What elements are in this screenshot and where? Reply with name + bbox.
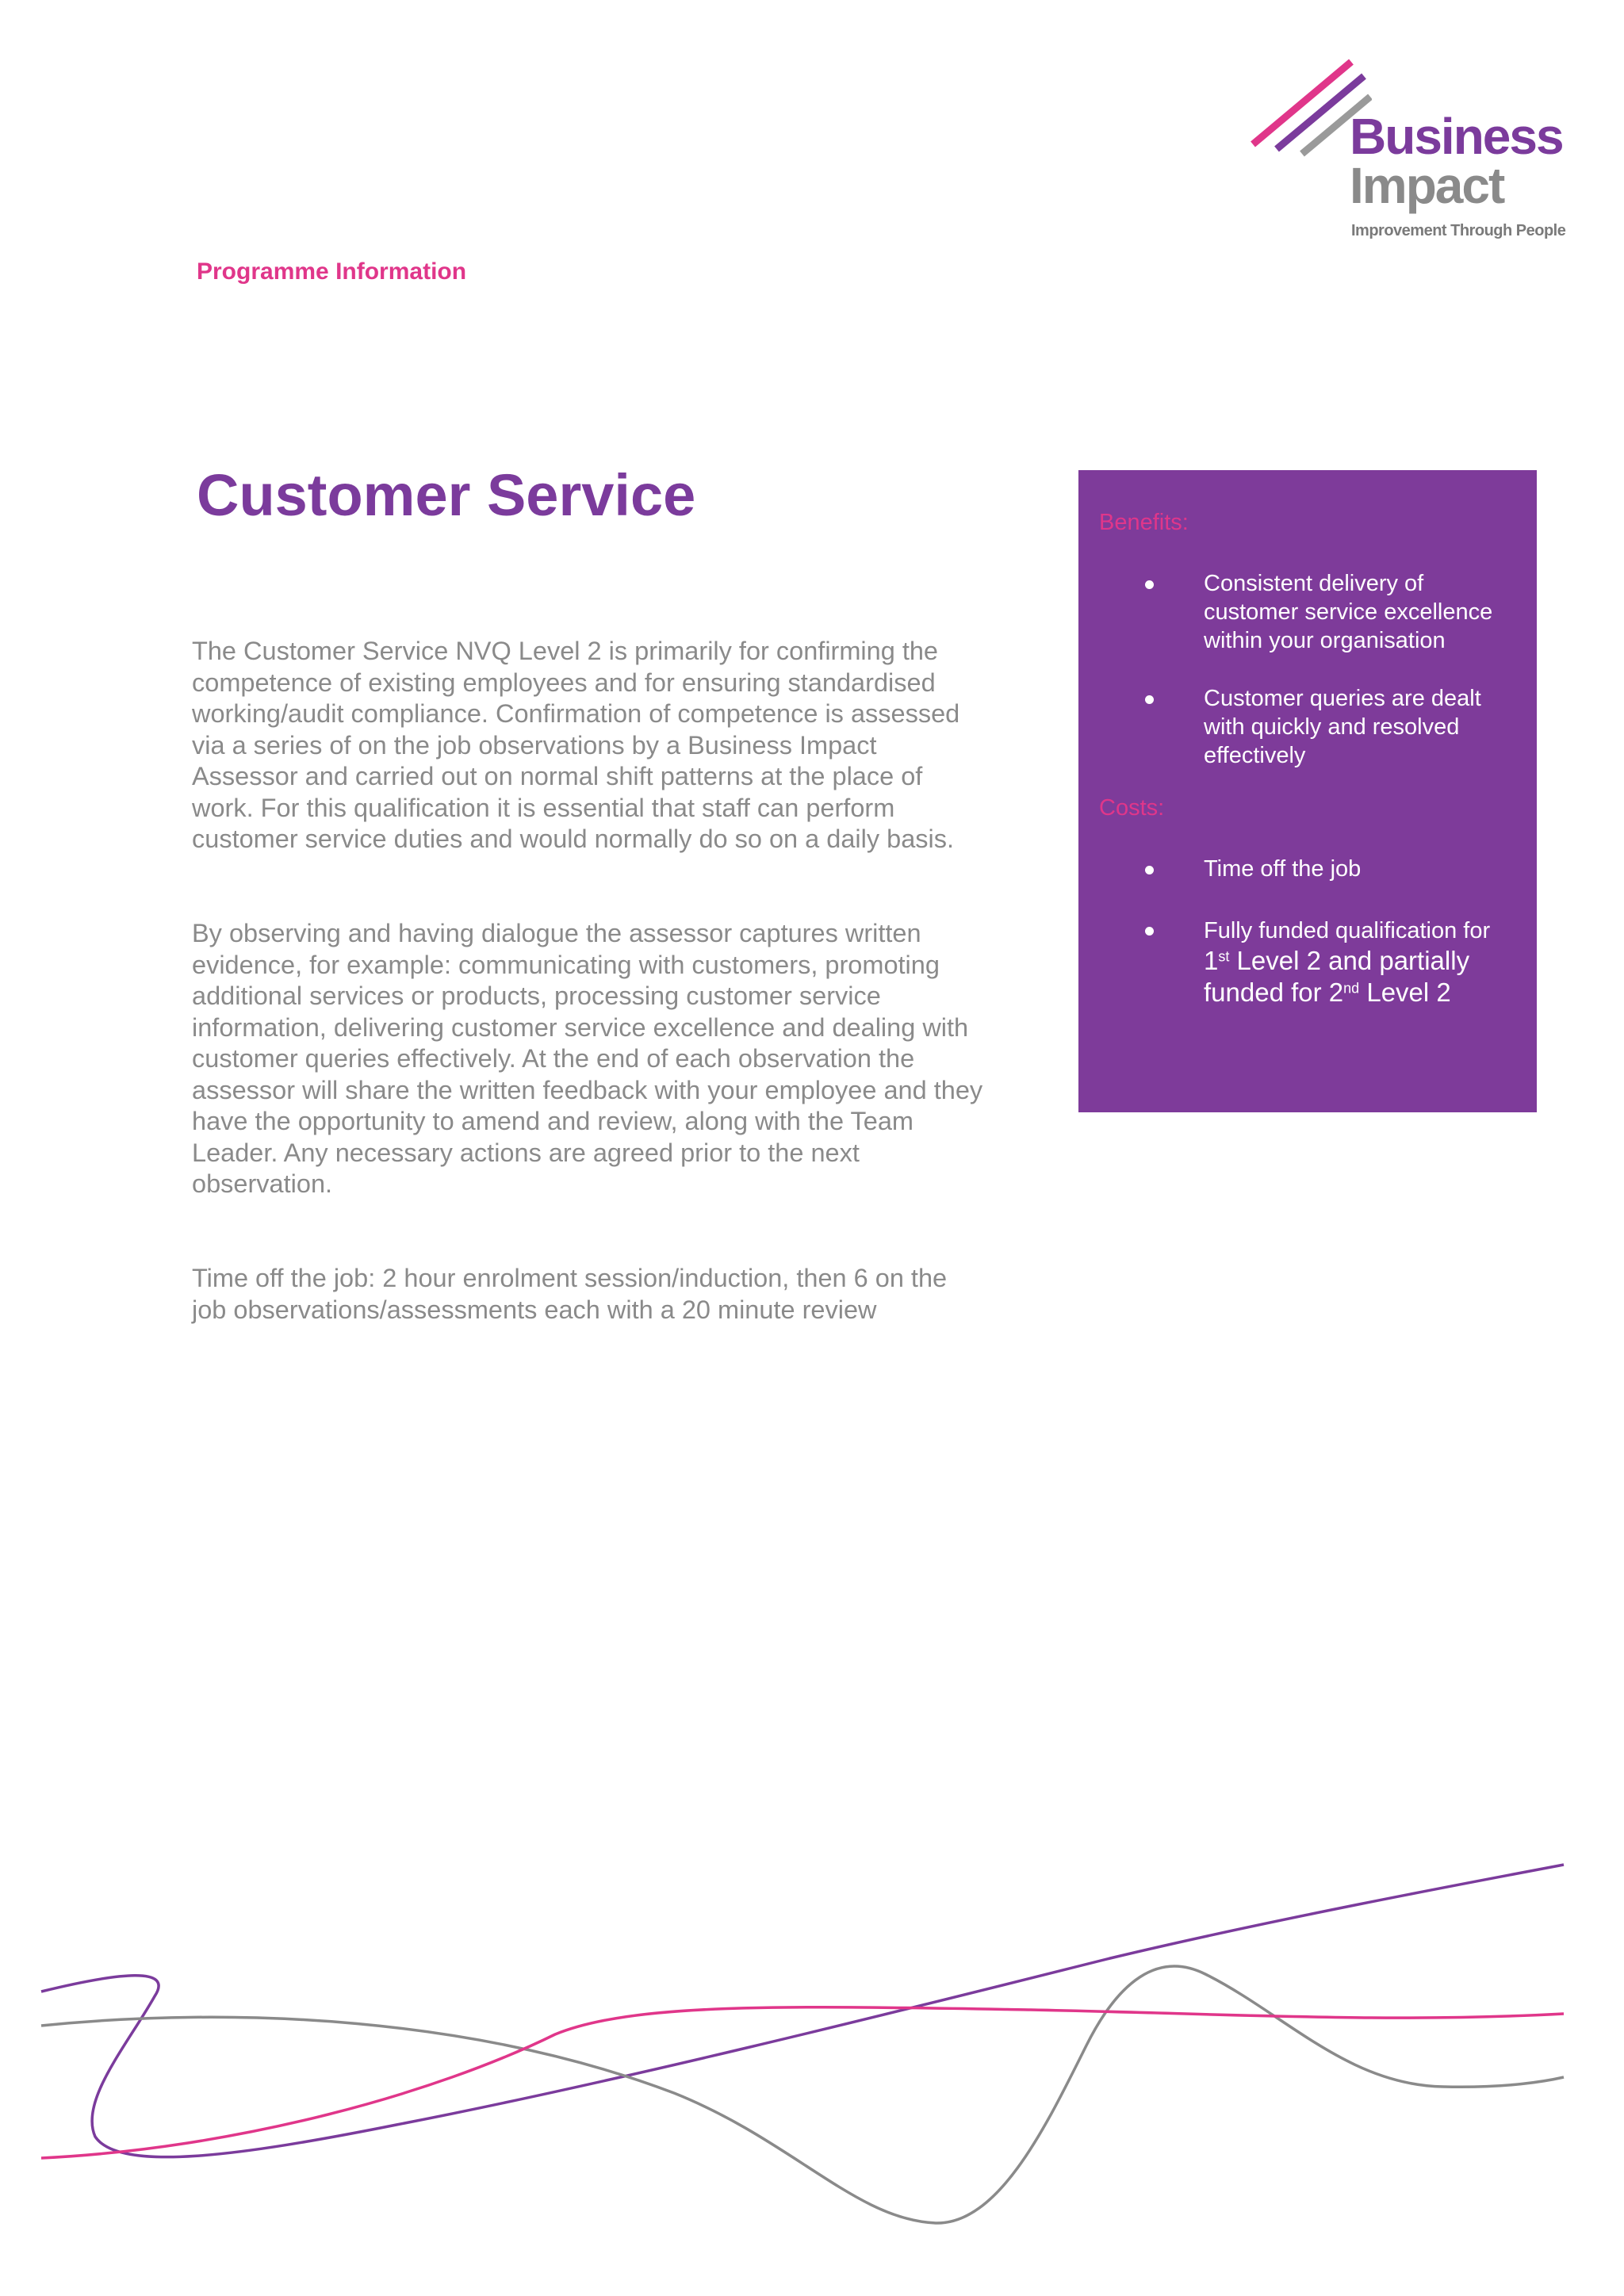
- bullet-icon: [1145, 866, 1154, 874]
- benefit-text: Customer queries are dealt with quickly and resolved effectively: [1204, 686, 1481, 768]
- cost-text: Time off the job: [1204, 856, 1362, 882]
- assessment-paragraph: By observing and having dialogue the assessor captures written evidence, for example: communicating with customers, promoting additional services or products, processing customer service information, delivering customer service excellence and dealing with customer queries effectively. At the end of each observation the assessor will share the written feedback with your employee and they have the opportunity to amend and review, along with the Team Leader. Any necessary actions are agreed prior to the next observation.: [192, 919, 983, 1198]
- funding-part-3: Level 2: [1359, 978, 1451, 1007]
- bullet-icon: [1145, 695, 1154, 704]
- benefits-heading: Benefits:: [1099, 510, 1189, 535]
- funding-ordinal-1: 1: [1204, 946, 1219, 975]
- benefit-text: Consistent delivery of customer service excellence within your organisation: [1204, 571, 1493, 653]
- logo-tagline: Improvement Through People: [1351, 222, 1566, 239]
- decorative-waves: [0, 1855, 1624, 2267]
- logo-word-impact: Impact: [1350, 157, 1504, 214]
- page-title: Customer Service: [197, 462, 696, 528]
- funding-text: [1204, 916, 1521, 1009]
- funding-part-2: Level 2 and partially funded for 2: [1204, 946, 1470, 1007]
- costs-heading: Costs:: [1099, 795, 1165, 821]
- funding-sup-2: nd: [1343, 980, 1360, 997]
- intro-paragraph: The Customer Service NVQ Level 2 is primarily for confirming the competence of existing employees and for ensuring standardised working/audit compliance. Confirmation of competence is assessed via a series of on the job observations by a Business Impact Assessor and carried out on normal shift patterns at the place of work. For this qualification it is essential that staff can perform customer service duties and would normally do so on a daily basis.: [192, 637, 960, 853]
- logo-word-business: Business: [1350, 108, 1563, 165]
- pink-wave-line: [41, 2007, 1564, 2158]
- bullet-icon: [1145, 927, 1154, 936]
- funding-line-1: Fully funded qualification for: [1204, 918, 1491, 943]
- section-label: Programme Information: [197, 258, 467, 285]
- benefits-costs-panel: [1078, 470, 1537, 1112]
- grey-wave-line: [41, 1966, 1564, 2223]
- time-off-paragraph: Time off the job: 2 hour enrolment session/induction, then 6 on the job observations/assessments each with a 20 minute review: [192, 1264, 948, 1324]
- funding-sup-1: st: [1218, 948, 1230, 965]
- bullet-icon: [1145, 580, 1154, 589]
- business-impact-logo: [1245, 55, 1566, 246]
- purple-wave-line: [41, 1865, 1564, 2157]
